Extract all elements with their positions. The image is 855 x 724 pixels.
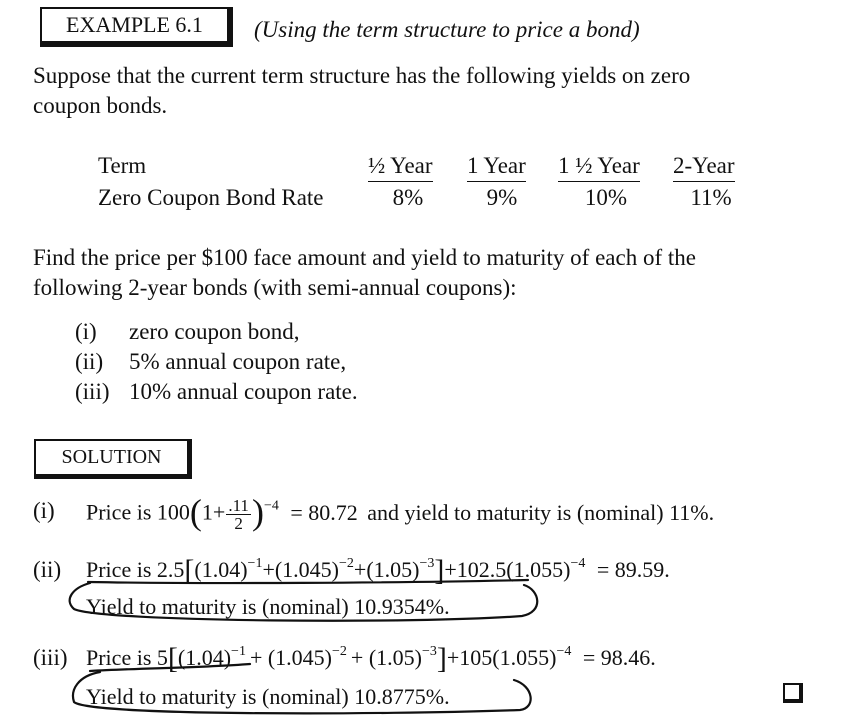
- exponent: −3: [419, 556, 435, 571]
- term-header: 1 Year: [467, 152, 526, 182]
- exponent: −1: [247, 556, 263, 571]
- solution-iii-prefix: Price is 5: [86, 645, 168, 670]
- term-header: ½ Year: [368, 152, 433, 182]
- fraction-denominator: 2: [234, 514, 243, 533]
- term: +105(1.055): [446, 645, 557, 670]
- term: +102.5(1.055): [444, 557, 571, 582]
- term: +(1.045): [262, 557, 340, 582]
- rate-row-label: Zero Coupon Bond Rate: [98, 185, 324, 210]
- example-label: EXAMPLE 6.1: [66, 12, 203, 37]
- solution-i-result: = 80.72: [290, 499, 358, 525]
- exponent: −4: [556, 644, 572, 659]
- term-header: 1 ½ Year: [558, 152, 640, 182]
- exponent: −2: [339, 556, 354, 571]
- exponent: −4: [570, 556, 586, 571]
- rate-value: 9%: [486, 185, 518, 210]
- part-text: 5% annual coupon rate,: [129, 349, 347, 374]
- solution-i-prefix: Price is 100: [86, 499, 190, 525]
- solution-ii-ytm: Yield to maturity is (nominal) 10.9354%.: [86, 594, 450, 619]
- term: +(1.05): [353, 557, 420, 582]
- rate-value: 11%: [690, 185, 732, 210]
- solution-iii-equation: [86, 642, 656, 675]
- rate-value: 10%: [584, 185, 628, 210]
- exponent: −1: [231, 644, 246, 659]
- close-bracket: ]: [436, 642, 447, 675]
- fraction-numerator: .11: [228, 496, 249, 515]
- open-bracket: [: [184, 554, 195, 587]
- intro-line-2: coupon bonds.: [33, 93, 168, 118]
- part-number: (iii): [75, 379, 110, 404]
- term-header: 2-Year: [673, 152, 735, 182]
- example-label-box: [40, 7, 233, 47]
- solution-i-suffix: and yield to maturity is (nominal) 11%.: [367, 499, 715, 525]
- solution-i-one-plus: 1+: [201, 499, 226, 525]
- solution-ii-equation: [86, 554, 670, 587]
- solution-iii-result: = 98.46.: [582, 645, 656, 670]
- end-of-example-square: [783, 683, 803, 703]
- exponent: −4: [263, 498, 279, 514]
- part-text: 10% annual coupon rate.: [129, 379, 358, 404]
- term-row-label: Term: [98, 153, 147, 178]
- solution-i-number: (i): [33, 498, 55, 523]
- solution-iii-ytm: Yield to maturity is (nominal) 10.8775%.: [86, 684, 450, 709]
- solution-ii-prefix: Price is 2.5: [86, 557, 185, 582]
- open-bracket: [: [167, 642, 178, 675]
- example-subtitle: (Using the term structure to price a bond): [254, 17, 640, 42]
- solution-i-equation: [86, 491, 715, 533]
- term: + (1.045): [249, 645, 333, 670]
- intro-line-1: Suppose that the current term structure has the following yields on zero: [33, 63, 691, 88]
- term: (1.04): [177, 645, 232, 670]
- close-bracket: ]: [434, 554, 445, 587]
- exponent: −3: [421, 644, 437, 659]
- solution-label: SOLUTION: [61, 446, 162, 468]
- solution-ii-result: = 89.59.: [596, 557, 670, 582]
- question-line-1: Find the price per $100 face amount and yield to maturity of each of the: [33, 245, 696, 270]
- open-paren: (: [189, 491, 202, 532]
- rate-value: 8%: [392, 185, 424, 210]
- part-number: (i): [75, 319, 97, 344]
- exponent: −2: [332, 644, 347, 659]
- part-number: (ii): [75, 349, 104, 374]
- solution-label-box: [34, 439, 192, 479]
- term: (1.04): [194, 557, 248, 582]
- solution-ii-number: (ii): [33, 557, 62, 582]
- solution-iii-number: (iii): [33, 645, 68, 670]
- question-line-2: following 2-year bonds (with semi-annual coupons):: [33, 275, 517, 300]
- close-paren: ): [251, 491, 264, 532]
- term: + (1.05): [350, 645, 422, 670]
- fraction: [226, 497, 251, 532]
- part-text: zero coupon bond,: [129, 319, 300, 344]
